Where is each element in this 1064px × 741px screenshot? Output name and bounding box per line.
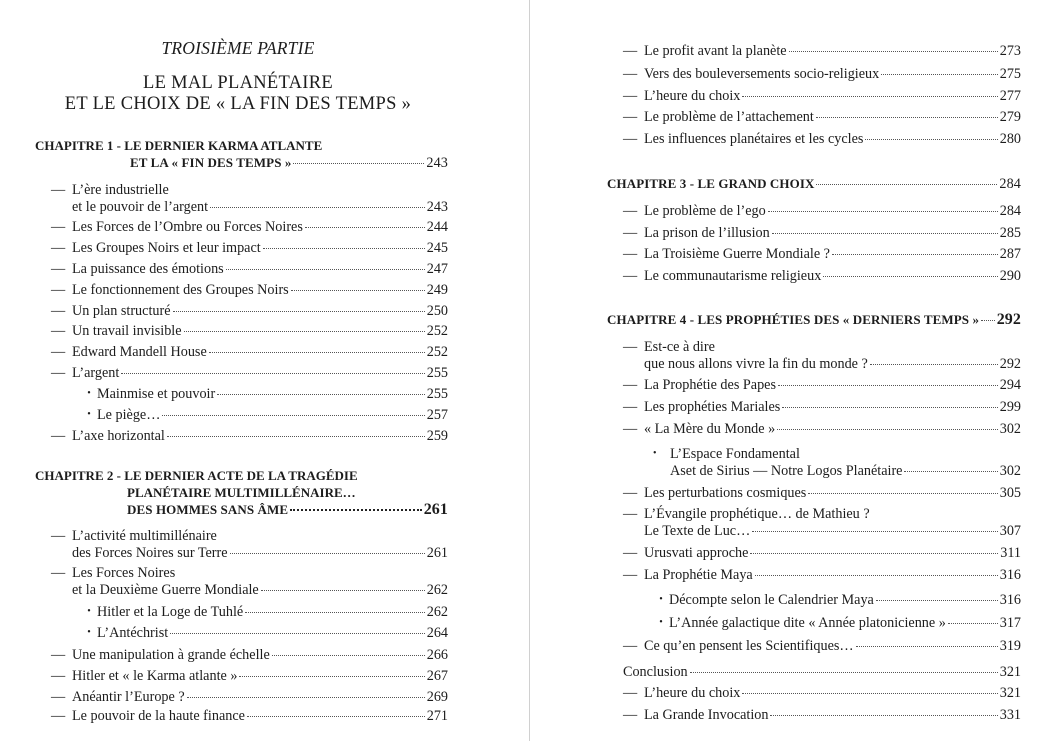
toc-entry[interactable] — [623, 485, 1021, 502]
page-number: 255 — [426, 386, 448, 402]
leader-dots — [162, 415, 424, 416]
page-number: 311 — [1000, 545, 1021, 561]
dash-marker: — — [623, 339, 638, 355]
toc-entry[interactable] — [623, 421, 1021, 438]
leader-dots — [752, 531, 997, 532]
toc-entry[interactable] — [51, 282, 448, 299]
toc-entry[interactable] — [51, 261, 448, 278]
toc-subentry[interactable] — [81, 625, 448, 643]
page-number: 287 — [999, 246, 1021, 262]
page-number: 284 — [999, 203, 1021, 219]
bullet-marker: • — [87, 388, 91, 399]
toc-entry[interactable] — [623, 66, 1021, 83]
leader-dots — [690, 672, 998, 673]
toc-entry[interactable] — [623, 567, 1021, 584]
dash-marker: — — [623, 131, 638, 147]
leader-dots — [789, 51, 998, 52]
leader-dots — [167, 436, 425, 437]
page-number: 280 — [999, 131, 1021, 147]
dash-marker: — — [51, 428, 66, 444]
page-number: 261 — [423, 501, 448, 518]
dash-marker: — — [51, 708, 66, 724]
dash-marker: — — [51, 303, 66, 319]
toc-entry[interactable] — [623, 246, 1021, 263]
chapter-4-entry[interactable] — [607, 311, 1021, 328]
page-number: 331 — [999, 707, 1021, 723]
page-number: 255 — [426, 365, 448, 381]
leader-dots — [832, 254, 998, 255]
leader-dots — [226, 269, 425, 270]
dash-marker: — — [623, 268, 638, 284]
page-number: 317 — [999, 615, 1021, 631]
leader-dots — [230, 553, 425, 554]
entry-label: Vers des bouleversements socio-religieux — [644, 66, 880, 82]
toc-entry[interactable] — [51, 708, 448, 725]
toc-entry[interactable] — [623, 225, 1021, 242]
page-number: 321 — [999, 664, 1021, 680]
page-number: 271 — [426, 708, 448, 724]
entry-label: Anéantir l’Europe ? — [72, 689, 185, 705]
entry-label: L’axe horizontal — [72, 428, 165, 444]
page-number: 316 — [999, 592, 1021, 608]
dash-marker: — — [51, 528, 66, 544]
leader-dots — [121, 373, 424, 374]
page-number: 299 — [999, 399, 1021, 415]
dash-marker: — — [623, 506, 638, 522]
toc-entry[interactable] — [623, 109, 1021, 126]
page-number: 245 — [426, 240, 448, 256]
toc-entry[interactable] — [72, 199, 448, 216]
page-gutter — [529, 0, 530, 741]
dash-marker: — — [623, 225, 638, 241]
entry-label: ET LA « FIN DES TEMPS » — [130, 155, 292, 170]
entry-label: Hitler et « le Karma atlante » — [72, 668, 238, 684]
dash-marker: — — [623, 88, 638, 104]
entry-first-line: L’Espace Fondamental — [670, 446, 800, 462]
page-number: 275 — [999, 66, 1021, 82]
page-number: 266 — [426, 647, 448, 663]
dash-marker: — — [51, 219, 66, 235]
leader-dots — [217, 394, 425, 395]
leader-dots — [742, 96, 997, 97]
toc-entry[interactable] — [623, 545, 1021, 562]
toc-entry[interactable] — [51, 365, 448, 382]
entry-label: L’Année galactique dite « Année platonicienne » — [669, 615, 946, 631]
leader-dots — [816, 117, 998, 118]
bullet-marker: • — [659, 594, 663, 605]
entry-label: La Prophétie des Papes — [644, 377, 776, 393]
leader-dots — [870, 364, 998, 365]
leader-dots — [272, 655, 425, 656]
dash-marker: — — [623, 377, 638, 393]
page-number: 250 — [426, 303, 448, 319]
toc-entry[interactable] — [51, 323, 448, 340]
toc-entry[interactable] — [644, 523, 1021, 540]
bullet-marker: • — [87, 409, 91, 420]
entry-label: L’Antéchrist — [97, 625, 169, 641]
toc-entry[interactable] — [623, 638, 1021, 655]
entry-label: L’heure du choix — [644, 685, 741, 701]
dash-marker: — — [623, 567, 638, 583]
page-number: 252 — [426, 323, 448, 339]
page-number: 243 — [426, 199, 448, 215]
dash-marker: — — [51, 323, 66, 339]
dash-marker: — — [51, 182, 66, 198]
entry-label: Les influences planétaires et les cycles — [644, 131, 864, 147]
toc-subentry[interactable] — [670, 463, 1021, 480]
bullet-marker: • — [87, 606, 91, 617]
dash-marker: — — [623, 66, 638, 82]
bullet-marker: • — [659, 617, 663, 628]
page-number: 243 — [426, 155, 448, 171]
chapter-1-entry[interactable] — [130, 154, 448, 172]
entry-label: Mainmise et pouvoir — [97, 386, 216, 402]
bullet-marker — [653, 446, 663, 464]
toc-entry[interactable] — [623, 43, 1021, 60]
entry-first-line: Est-ce à dire — [644, 339, 715, 355]
page-number: 321 — [999, 685, 1021, 701]
dash-marker: — — [623, 685, 638, 701]
leader-dots — [755, 575, 998, 576]
entry-label: Un plan structuré — [72, 303, 171, 319]
page-number: 290 — [999, 268, 1021, 284]
entry-label: La Prophétie Maya — [644, 567, 753, 583]
entry-label: des Forces Noires sur Terre — [72, 545, 228, 561]
leader-dots — [293, 163, 424, 164]
toc-entry[interactable] — [51, 219, 448, 236]
entry-first-line: L’ère industrielle — [72, 182, 169, 198]
entry-label: et le pouvoir de l’argent — [72, 199, 209, 215]
toc-entry[interactable] — [51, 668, 448, 685]
page-number: 302 — [999, 463, 1021, 479]
leader-dots — [823, 276, 997, 277]
dash-marker: — — [623, 399, 638, 415]
page-number: 307 — [999, 523, 1021, 539]
entry-label: CHAPITRE 3 - LE GRAND CHOIX — [607, 176, 815, 191]
entry-label: Edward Mandell House — [72, 344, 207, 360]
page-number: 285 — [999, 225, 1021, 241]
dash-marker: — — [623, 545, 638, 561]
toc-entry[interactable] — [623, 399, 1021, 416]
entry-label: Conclusion — [623, 664, 688, 680]
leader-dots — [876, 600, 998, 601]
leader-dots — [170, 633, 425, 634]
leader-dots — [782, 407, 997, 408]
toc-entry[interactable] — [623, 131, 1021, 148]
page-number: 277 — [999, 88, 1021, 104]
page-number: 302 — [999, 421, 1021, 437]
toc-entry[interactable] — [644, 356, 1021, 373]
leader-dots — [881, 74, 998, 75]
page-number: 292 — [999, 356, 1021, 372]
chapter-3-entry[interactable] — [607, 175, 1021, 193]
entry-label: et la Deuxième Guerre Mondiale — [72, 582, 259, 598]
entry-label: Les Forces de l’Ombre ou Forces Noires — [72, 219, 303, 235]
entry-first-line: Les Forces Noires — [72, 565, 176, 581]
dash-marker: — — [51, 344, 66, 360]
entry-label: Aset de Sirius — Notre Logos Planétaire — [670, 463, 903, 479]
entry-first-line: L’activité multimillénaire — [72, 528, 217, 544]
page-number: 284 — [999, 176, 1021, 192]
leader-dots — [948, 623, 998, 624]
bullet-marker: • — [87, 627, 91, 638]
dash-marker: — — [623, 246, 638, 262]
page-number: 244 — [426, 219, 448, 235]
leader-dots — [808, 493, 997, 494]
dash-marker: — — [51, 689, 66, 705]
page-number: 279 — [999, 109, 1021, 125]
leader-dots — [210, 207, 425, 208]
page-number: 305 — [999, 485, 1021, 501]
entry-label: DES HOMMES SANS ÂME — [127, 502, 289, 517]
dash-marker: — — [51, 365, 66, 381]
dash-marker: — — [623, 707, 638, 723]
toc-entry[interactable] — [51, 344, 448, 361]
entry-label: La Troisième Guerre Mondiale ? — [644, 246, 830, 262]
leader-dots — [856, 646, 998, 647]
toc-entry[interactable] — [623, 88, 1021, 105]
leader-dots — [291, 290, 425, 291]
entry-first-line: L’Évangile prophétique… de Mathieu ? — [644, 506, 870, 522]
chapter-1-title: CHAPITRE 1 - LE DERNIER KARMA ATLANTE — [35, 138, 323, 153]
page-number: 262 — [426, 604, 448, 620]
toc-entry[interactable] — [623, 268, 1021, 285]
leader-dots — [187, 697, 425, 698]
entry-label: Le pouvoir de la haute finance — [72, 708, 245, 724]
entry-label: Hitler et la Loge de Tuhlé — [97, 604, 244, 620]
page-number: 269 — [426, 689, 448, 705]
dash-marker: — — [51, 282, 66, 298]
page-number: 262 — [426, 582, 448, 598]
entry-label: Les Groupes Noirs et leur impact — [72, 240, 261, 256]
leader-dots — [263, 248, 425, 249]
page-number: 267 — [426, 668, 448, 684]
entry-label: que nous allons vivre la fin du monde ? — [644, 356, 868, 372]
page-number: 252 — [426, 344, 448, 360]
entry-label: Le piège… — [97, 407, 161, 423]
leader-dots — [904, 471, 997, 472]
dash-marker: — — [623, 43, 638, 59]
part-title: TROISIÈME PARTIE — [161, 38, 315, 58]
toc-entry[interactable] — [623, 377, 1021, 394]
title-line-1: LE MAL PLANÉTAIRE — [143, 73, 333, 93]
leader-dots — [778, 385, 998, 386]
toc-entry[interactable] — [623, 685, 1021, 702]
entry-label: Le problème de l’ego — [644, 203, 766, 219]
leader-dots — [777, 429, 998, 430]
leader-dots — [742, 693, 997, 694]
dash-marker: — — [51, 261, 66, 277]
entry-label: La puissance des émotions — [72, 261, 224, 277]
entry-label: L’argent — [72, 365, 120, 381]
chapter-2-title-line-2: PLANÉTAIRE MULTIMILLÉNAIRE… — [127, 485, 356, 500]
dash-marker: — — [51, 565, 66, 581]
leader-dots — [770, 715, 997, 716]
page-number: 249 — [426, 282, 448, 298]
page-number: 257 — [426, 407, 448, 423]
toc-subentry[interactable] — [81, 604, 448, 622]
entry-label: Les perturbations cosmiques — [644, 485, 807, 501]
entry-label: Ce qu’en pensent les Scientifiques… — [644, 638, 854, 654]
toc-entry[interactable] — [51, 303, 448, 320]
entry-label: Urusvati approche — [644, 545, 749, 561]
dash-marker: — — [51, 647, 66, 663]
toc-subentry[interactable] — [653, 592, 1021, 610]
page-number: 273 — [999, 43, 1021, 59]
leader-dots — [750, 553, 998, 554]
conclusion-entry[interactable] — [623, 664, 1021, 681]
toc-entry[interactable] — [623, 203, 1021, 220]
entry-label: L’heure du choix — [644, 88, 741, 104]
entry-label: Le problème de l’attachement — [644, 109, 814, 125]
bullet-glyph: • — [653, 448, 657, 459]
dash-marker: — — [623, 638, 638, 654]
entry-label: Un travail invisible — [72, 323, 182, 339]
dash-marker: — — [51, 240, 66, 256]
page-number: 294 — [999, 377, 1021, 393]
dash-marker: — — [51, 668, 66, 684]
toc-entry[interactable] — [51, 240, 448, 257]
entry-label: CHAPITRE 4 - LES PROPHÉTIES DES « DERNIERS TEMPS » — [607, 312, 980, 327]
dash-marker: — — [623, 109, 638, 125]
page-number: 319 — [999, 638, 1021, 654]
entry-label: Le profit avant la planète — [644, 43, 787, 59]
leader-dots — [772, 233, 998, 234]
entry-label: Les prophéties Mariales — [644, 399, 781, 415]
toc-entry[interactable] — [51, 689, 448, 706]
page-number: 316 — [999, 567, 1021, 583]
dash-marker: — — [623, 485, 638, 501]
leader-dots — [305, 227, 425, 228]
dash-marker: — — [623, 203, 638, 219]
leader-dots — [173, 311, 425, 312]
leader-dots — [816, 184, 997, 185]
part-main-title — [28, 73, 448, 115]
toc-entry[interactable] — [72, 545, 448, 562]
entry-label: Décompte selon le Calendrier Maya — [669, 592, 874, 608]
leader-dots — [865, 139, 997, 140]
leader-dots — [209, 352, 425, 353]
dash-marker: — — [623, 421, 638, 437]
entry-label: La prison de l’illusion — [644, 225, 770, 241]
toc-entry[interactable] — [72, 582, 448, 599]
leader-dots — [290, 509, 422, 511]
leader-dots — [247, 716, 425, 717]
page-number: 292 — [996, 311, 1021, 328]
leader-dots — [981, 320, 995, 321]
title-line-2: ET LE CHOIX DE « LA FIN DES TEMPS » — [64, 94, 412, 114]
toc-entry[interactable] — [51, 428, 448, 445]
chapter-2-entry[interactable] — [127, 501, 448, 518]
toc-subentry[interactable] — [81, 407, 448, 425]
entry-label: Le fonctionnement des Groupes Noirs — [72, 282, 289, 298]
entry-label: Une manipulation à grande échelle — [72, 647, 270, 663]
toc-subentry[interactable] — [653, 615, 1021, 633]
toc-entry[interactable] — [51, 647, 448, 664]
page-number: 259 — [426, 428, 448, 444]
leader-dots — [768, 211, 998, 212]
leader-dots — [261, 590, 425, 591]
toc-subentry[interactable] — [81, 386, 448, 404]
page-number: 247 — [426, 261, 448, 277]
entry-label: Le communautarisme religieux — [644, 268, 822, 284]
chapter-2-title: CHAPITRE 2 - LE DERNIER ACTE DE LA TRAGÉDIE — [35, 468, 358, 483]
page-number: 264 — [426, 625, 448, 641]
entry-label: La Grande Invocation — [644, 707, 769, 723]
leader-dots — [245, 612, 425, 613]
toc-entry[interactable] — [623, 707, 1021, 724]
leader-dots — [239, 676, 424, 677]
leader-dots — [184, 331, 425, 332]
entry-label: Le Texte de Luc… — [644, 523, 751, 539]
entry-label: « La Mère du Monde » — [644, 421, 776, 437]
page-number: 261 — [426, 545, 448, 561]
